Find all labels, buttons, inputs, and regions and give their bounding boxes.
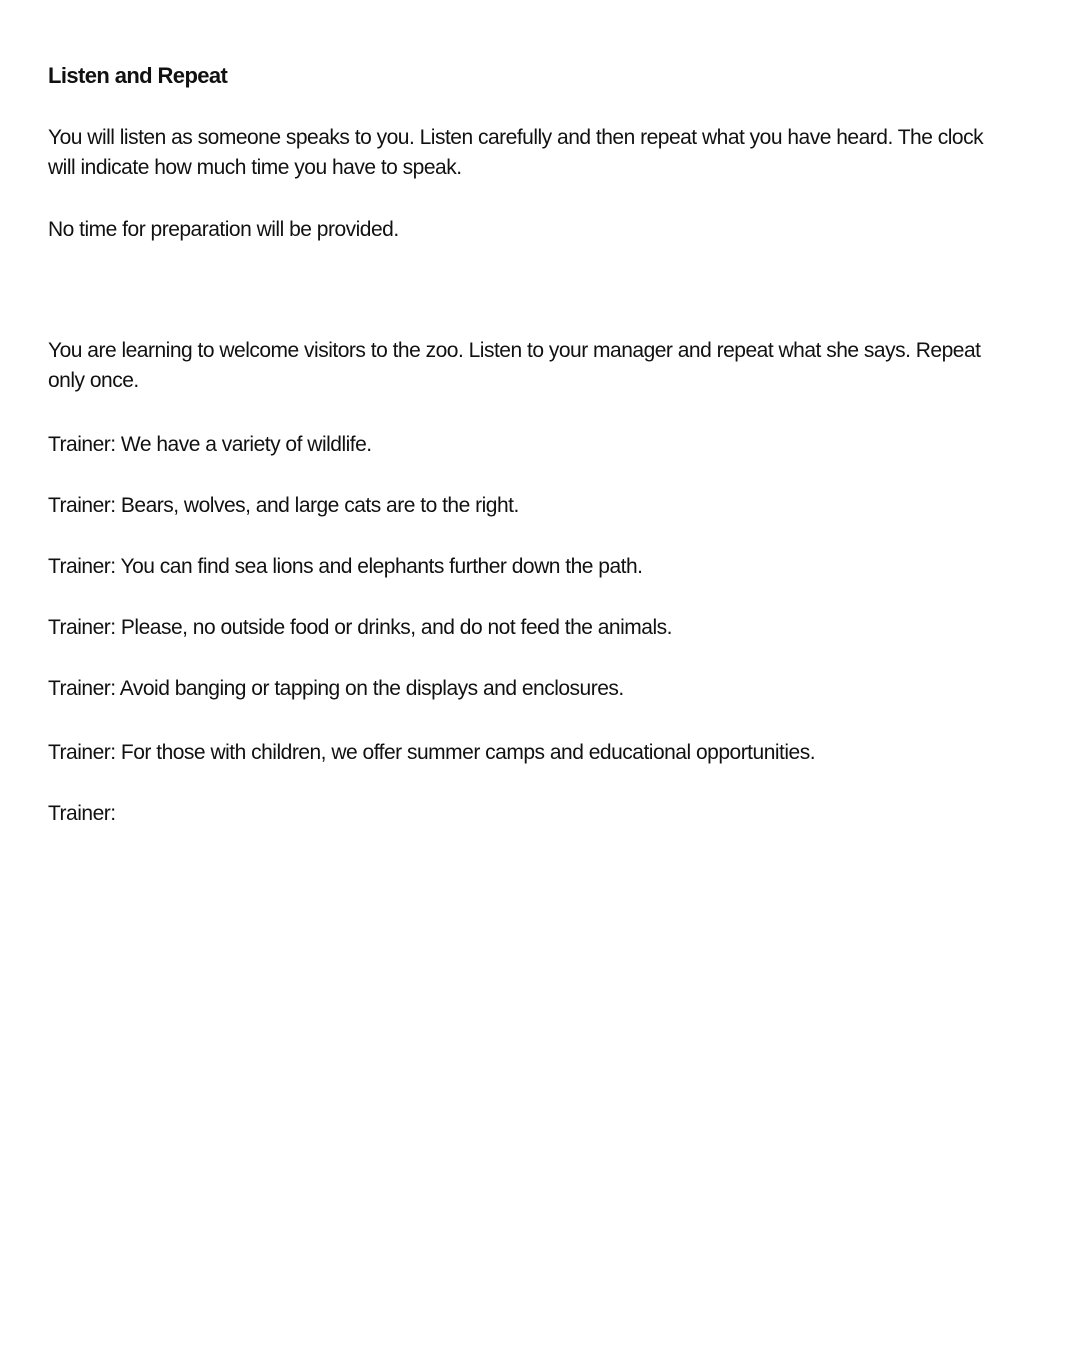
trainer-line-7: Trainer: — [48, 802, 116, 825]
trainer-line-3: Trainer: You can find sea lions and elephants further down the path. — [48, 555, 643, 578]
section-title: Listen and Repeat — [48, 63, 228, 88]
trainer-line-6: Trainer: For those with children, we offer summer camps and educational opportunities. — [48, 741, 816, 764]
trainer-line-5: Trainer: Avoid banging or tapping on the displays and enclosures. — [48, 677, 624, 700]
instructions-paragraph: You will listen as someone speaks to you. Listen carefully and then repeat what you have heard. The clock will indicate how much time you have to speak. — [48, 126, 984, 179]
trainer-line-4: Trainer: Please, no outside food or drinks, and do not feed the animals. — [48, 616, 672, 639]
trainer-line-1: Trainer: We have a variety of wildlife. — [48, 433, 372, 456]
trainer-line-2: Trainer: Bears, wolves, and large cats are to the right. — [48, 494, 519, 517]
scenario-paragraph: You are learning to welcome visitors to the zoo. Listen to your manager and repeat what she says. Repeat only once. — [48, 339, 981, 392]
preparation-note: No time for preparation will be provided. — [48, 218, 399, 241]
